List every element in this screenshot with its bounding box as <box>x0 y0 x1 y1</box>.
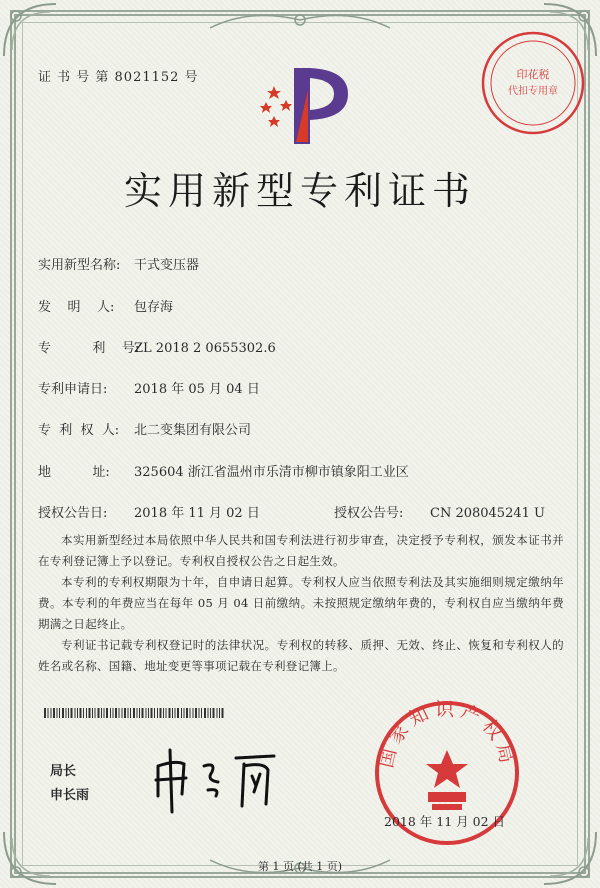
svg-text:代扣专用章: 代扣专用章 <box>508 86 558 97</box>
label-utility-name: 实用新型名称: <box>38 258 121 273</box>
signatory-name: 申长雨 <box>50 788 90 803</box>
top-ornament <box>200 6 400 36</box>
label-patent-number: 专 利 号: <box>38 341 140 356</box>
value-utility-name: 干式变压器 <box>134 258 200 273</box>
label-filing-date: 专利申请日: <box>38 382 108 397</box>
value-grant-date: 2018 年 11 月 02 日 <box>134 506 260 521</box>
value-grant-number: CN 208045241 U <box>430 506 545 521</box>
paragraph-legal-status: 专利证书记载专利权登记时的法律状况。专利权的转移、质押、无效、终止、恢复和专利权人的姓名或名称、国籍、地址变更等事项记载在专利登记簿上。 <box>38 638 564 673</box>
label-grant-number: 授权公告号: <box>334 506 404 521</box>
field-inventor <box>38 296 173 315</box>
signatory-title: 局长 <box>50 764 77 779</box>
page-number: 第 1 页 (共 1 页) <box>257 860 343 873</box>
certificate-number: 证 书 号 第 8021152 号 <box>38 70 199 85</box>
label-patentee: 专 利 权 人: <box>38 423 120 438</box>
handwritten-signature <box>146 736 286 816</box>
paragraph-term-and-fees: 本专利的专利权期限为十年，自申请日起算。专利权人应当依照专利法及其实施细则规定缴纳年费。本专利的年费应当在每年 05 月 04 日前缴纳。未按照规定缴纳年费的，专利权自应当缴纳年费期满之日起终止。 <box>38 575 564 631</box>
field-grant-date <box>38 502 260 521</box>
agent-tax-seal <box>478 28 588 138</box>
seal-date: 2018 年 11 月 02 日 <box>384 814 505 829</box>
value-patent-number: ZL 2018 2 0655302.6 <box>134 341 276 356</box>
value-address: 325604 浙江省温州市乐清市柳市镇象阳工业区 <box>134 465 409 480</box>
field-patentee <box>38 419 251 438</box>
barcode <box>44 708 224 718</box>
corner-ornament-top-left <box>0 0 60 60</box>
field-filing-date <box>38 378 260 397</box>
label-grant-date: 授权公告日: <box>38 506 108 521</box>
svg-text:国家知识产权局: 国家知识产权局 <box>375 698 519 770</box>
cnipa-logo <box>252 60 362 150</box>
field-patent-number <box>38 337 276 356</box>
value-patentee: 北二变集团有限公司 <box>134 423 252 438</box>
label-inventor: 发 明 人: <box>38 300 115 315</box>
value-inventor: 包存海 <box>134 300 174 315</box>
certificate-title: 实用新型专利证书 <box>123 169 476 213</box>
paragraph-grant-decision: 本实用新型经过本局依照中华人民共和国专利法进行初步审查，决定授予专利权，颁发本证书并在专利登记簿上予以登记。专利权自授权公告之日起生效。 <box>38 533 564 568</box>
label-address: 地 址: <box>38 465 110 480</box>
field-grant-number <box>334 502 545 521</box>
value-filing-date: 2018 年 05 月 04 日 <box>134 382 260 397</box>
svg-text:印花税: 印花税 <box>516 68 550 81</box>
field-address <box>38 461 409 480</box>
field-utility-name <box>38 254 199 273</box>
